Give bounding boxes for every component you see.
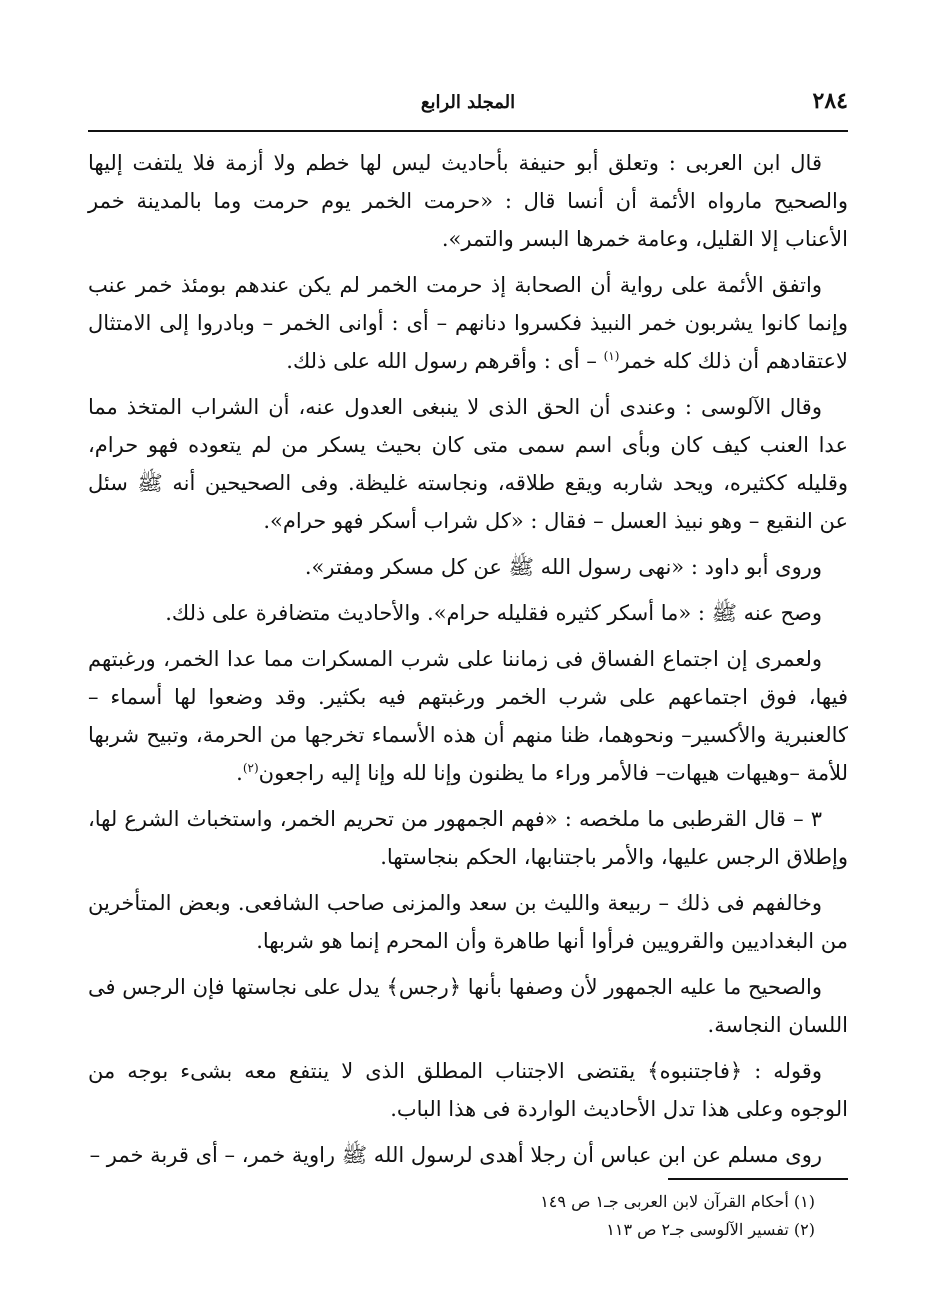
paragraph: والصحيح ما عليه الجمهور لأن وصفها بأنها ﴿رجس﴾ يدل على نجاستها فإن الرجس فى اللسان النجاسة.	[88, 975, 848, 1037]
paragraph: وقال الآلوسى : وعندى أن الحق الذى لا ينبغى العدول عنه، أن الشراب المتخذ مما عدا العنب كيف كان وبأى اسم سمى متى كان بحيث يسكر من لم يتعوده فهو حرام، وقليله ككثيره، ويحد شاربه ويقع طلاقه، ونجاسته غليظة. وفى الصحيحين أنه ﷺ سئل عن النقيع – وهو نبيذ العسل – فقال : «كل شراب أسكر فهو حرام».	[88, 395, 848, 533]
main-text	[88, 144, 848, 1182]
footnote: (٢) تفسير الآلوسى جـ٢ ص ١١٣	[606, 1220, 815, 1239]
page-header	[88, 88, 848, 122]
paragraph-text: واتفق الأئمة على رواية أن الصحابة إذ حرمت الخمر لم يكن عندهم بومئذ خمر عنب وإنما كانوا يشربون خمر النبيذ فكسروا دنانهم – أى : أوانى الخمر – وبادروا إلى الامتثال لاعتقادهم أن ذلك كله خمر	[88, 273, 848, 373]
paragraph: وخالفهم فى ذلك – ربيعة والليث بن سعد والمزنى صاحب الشافعى. وبعض المتأخرين من البغداديين والقرويين فرأوا أنها طاهرة وأن المحرم إنما هو شربها.	[88, 891, 848, 953]
paragraph: وروى أبو داود : «نهى رسول الله ﷺ عن كل مسكر ومفتر».	[304, 555, 822, 579]
paragraph: قال ابن العربى : وتعلق أبو حنيفة بأحاديث ليس لها خطم ولا أزمة فلا يلتفت إليها والصحيح مارواه الأئمة أن أنسا قال : «حرمت الخمر يوم حرمت وما بالمدينة خمر الأعناب إلا القليل، وعامة خمرها البسر والتمر».	[88, 151, 848, 251]
footnotes	[215, 1188, 815, 1244]
running-title: المجلد الرابع	[420, 92, 516, 113]
header-rule	[88, 130, 848, 132]
paragraph	[88, 640, 848, 792]
page-number: ٢٨٤	[812, 88, 848, 114]
paragraph	[88, 266, 848, 380]
footnote-rule	[668, 1178, 848, 1180]
paragraph: وقوله : ﴿فاجتنبوه﴾ يقتضى الاجتناب المطلق الذى لا ينتفع معه بشىء بوجه من الوجوه وعلى هذا تدل الأحاديث الواردة فى هذا الباب.	[88, 1059, 848, 1121]
paragraph-text-tail: .	[236, 761, 243, 785]
paragraph: وصح عنه ﷺ : «ما أسكر كثيره فقليله حرام». والأحاديث متضافرة على ذلك.	[165, 601, 822, 625]
footnote: (١) أحكام القرآن لابن العربى جـ١ ص ١٤٩	[540, 1192, 815, 1211]
paragraph: ٣ – قال القرطبى ما ملخصه : «فهم الجمهور من تحريم الخمر، واستخباث الشرع لها، وإطلاق الرجس عليها، والأمر باجتنابها، الحكم بنجاستها.	[88, 807, 848, 869]
footnote-marker: (١)	[603, 349, 620, 363]
paragraph-text: ولعمرى إن اجتماع الفساق فى زماننا على شرب المسكرات مما عدا الخمر، ورغبتهم فيها، فوق اجتماعهم على شرب الخمر ورغبتهم فيه بكثير. وقد وضعوا لها أسماء – كالعنبرية والأكسير– ونحوهما، ظنا منهم أن هذه الأسماء تخرجها من الحرمة، وتبيح شربها للأمة –وهيهات هيهات– فالأمر وراء ما يظنون وإنا لله وإنا إليه راجعون	[88, 647, 848, 785]
paragraph-text-tail: – أى : وأقرهم رسول الله على ذلك.	[286, 349, 604, 373]
paragraph: روى مسلم عن ابن عباس أن رجلا أهدى لرسول الله ﷺ راوية خمر، – أى قربة خمر –	[89, 1143, 822, 1167]
footnote-marker: (٢)	[242, 761, 259, 775]
